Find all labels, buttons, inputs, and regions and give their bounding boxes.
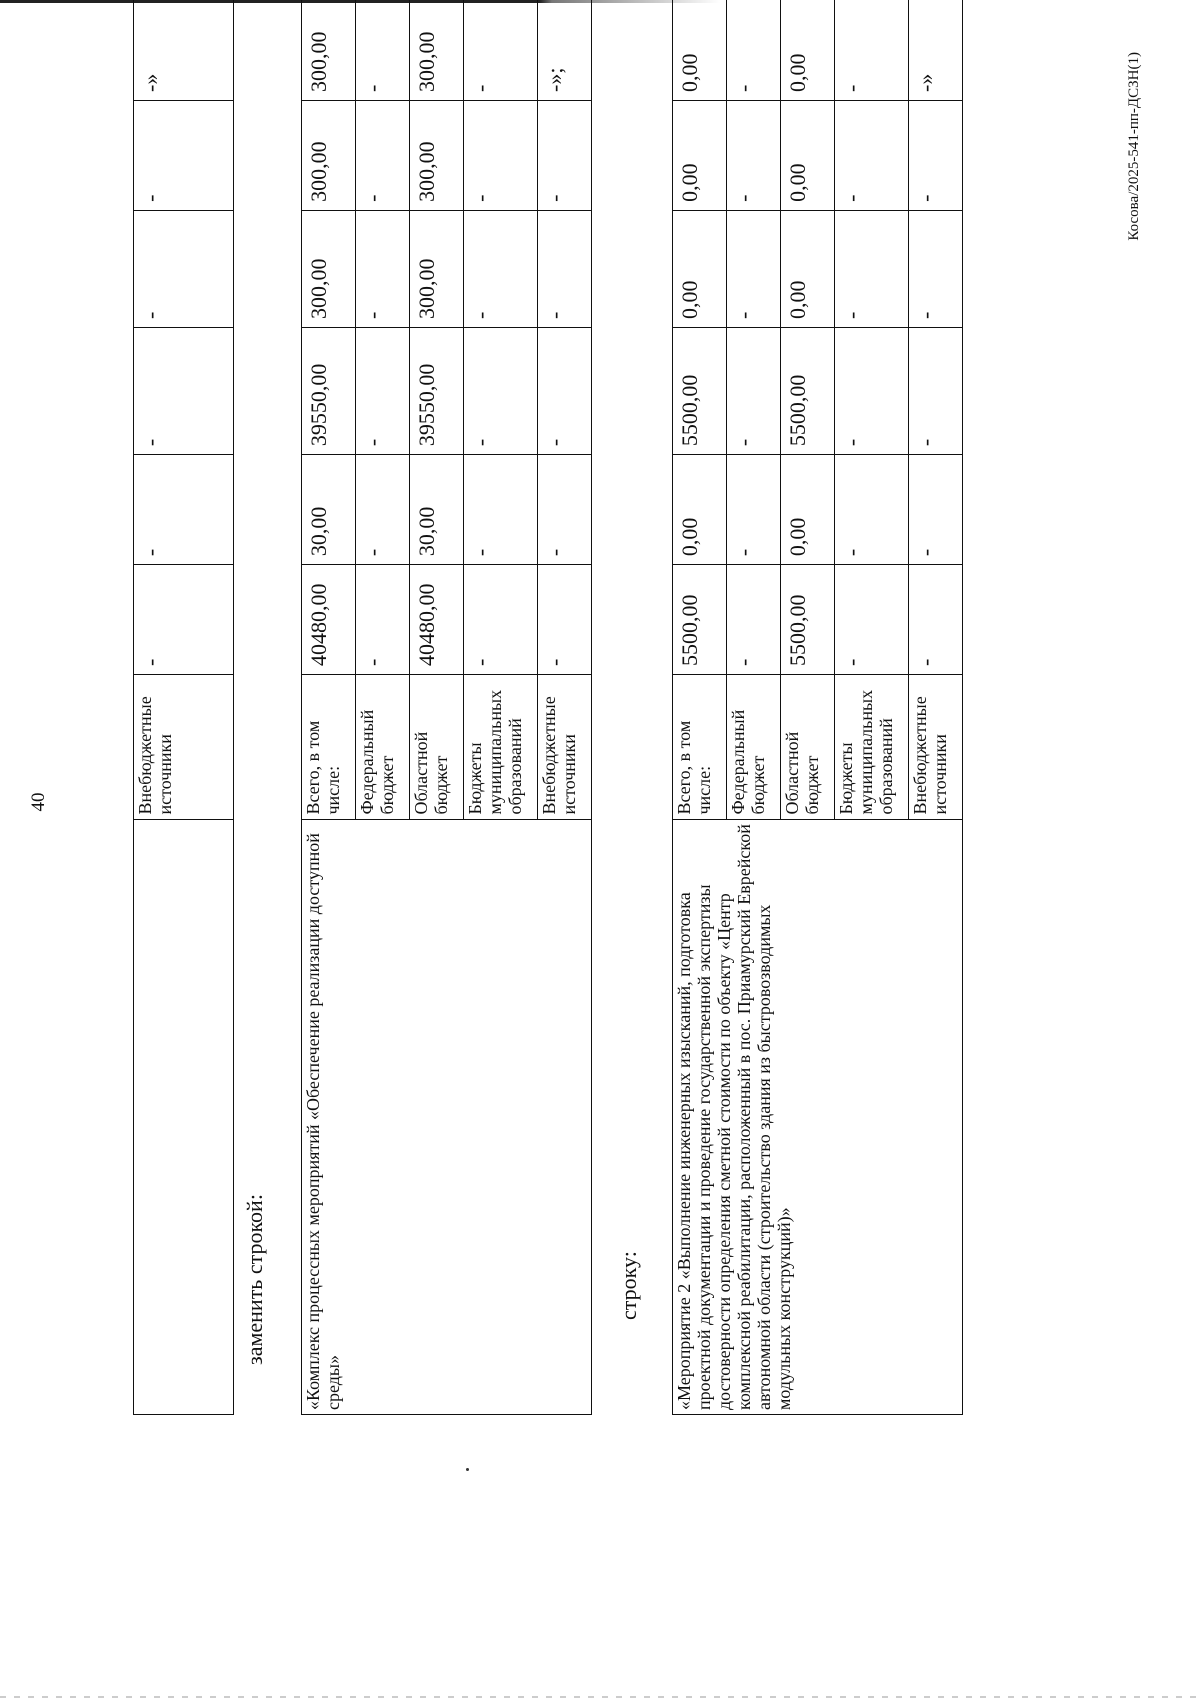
- table1-value: 300,00: [410, 0, 464, 100]
- table1-source: Областной бюджет: [410, 675, 464, 820]
- table2-source: Федеральный бюджет: [727, 675, 781, 820]
- table1-value: -»;: [538, 0, 592, 100]
- table1-value: -: [464, 565, 538, 675]
- table1-value: -: [464, 210, 538, 327]
- table1-value: 300,00: [302, 0, 356, 100]
- table1-name: «Комплекс процессных мероприятий «Обеспечение реализации доступной среды»: [302, 819, 592, 1414]
- table2-source: Внебюджетные источники: [909, 675, 963, 820]
- table2-value: 5500,00: [673, 565, 727, 675]
- table2-source: Областной бюджет: [781, 675, 835, 820]
- table1-value: -: [464, 100, 538, 210]
- page-number: 40: [28, 792, 49, 812]
- table2-value: -: [909, 210, 963, 327]
- table1-value: 39550,00: [410, 327, 464, 454]
- table1-value: 40480,00: [410, 565, 464, 675]
- table1-value: 39550,00: [302, 327, 356, 454]
- table2-value: -: [909, 100, 963, 210]
- table1-value: -: [538, 455, 592, 565]
- table2-value: 0,00: [781, 455, 835, 565]
- table2-value: 5500,00: [781, 565, 835, 675]
- table2-value: 0,00: [673, 100, 727, 210]
- table2-value: -: [727, 565, 781, 675]
- table-process-complex: [301, 0, 592, 1415]
- table1-source: Всего, в том числе:: [302, 675, 356, 820]
- table2-name: «Мероприятие 2 «Выполнение инженерных изысканий, подготовка проектной документации и проведение государственной экспертизы достоверности определения сметной стоимости по объекту «Центр комплексной реабилитации, расположенный в пос. Приамурский Еврейской автономной области (строительство здания из быстровозводимых модульных конструкций)»: [673, 819, 963, 1414]
- table1-value: -: [356, 327, 410, 454]
- table2-value: -: [727, 327, 781, 454]
- table1-value: 40480,00: [302, 565, 356, 675]
- table1-value: -: [538, 100, 592, 210]
- table2-value: -»: [909, 0, 963, 100]
- top-row-value: -: [134, 100, 234, 210]
- table2-value: -: [835, 327, 909, 454]
- top-row-value: -: [134, 565, 234, 675]
- table2-value: -: [835, 0, 909, 100]
- table1-value: 30,00: [302, 455, 356, 565]
- table1-value: -: [464, 327, 538, 454]
- caption-row: строку:: [616, 1251, 641, 1320]
- table2-value: 5500,00: [673, 327, 727, 454]
- table1-value: 300,00: [410, 210, 464, 327]
- table2-value: 0,00: [673, 0, 727, 100]
- top-row-value: -: [134, 455, 234, 565]
- table2-value: -: [909, 565, 963, 675]
- table2-value: -: [727, 455, 781, 565]
- table2-value: -: [835, 100, 909, 210]
- table1-source: Внебюджетные источники: [538, 675, 592, 820]
- table1-value: -: [538, 327, 592, 454]
- table1-value: -: [538, 210, 592, 327]
- top-row-table: [133, 0, 234, 1415]
- table2-value: -: [727, 100, 781, 210]
- table2-value: -: [835, 455, 909, 565]
- table2-value: 0,00: [781, 0, 835, 100]
- table2-source: Бюджеты муниципальных образований: [835, 675, 909, 820]
- table1-value: -: [356, 100, 410, 210]
- table1-value: 300,00: [302, 100, 356, 210]
- caption-replace: заменить строкой:: [242, 1194, 267, 1365]
- table2-source: Всего, в том числе:: [673, 675, 727, 820]
- table1-value: -: [356, 210, 410, 327]
- table2-value: -: [909, 327, 963, 454]
- table2-value: -: [835, 565, 909, 675]
- table1-value: -: [538, 565, 592, 675]
- table2-value: -: [727, 210, 781, 327]
- table1-value: -: [356, 0, 410, 100]
- table1-value: -: [356, 565, 410, 675]
- table1-value: -: [356, 455, 410, 565]
- top-row-value: -: [134, 327, 234, 454]
- table1-value: 300,00: [302, 210, 356, 327]
- table2-value: -: [727, 0, 781, 100]
- table1-value: -: [464, 0, 538, 100]
- table2-value: -: [909, 455, 963, 565]
- top-row-name-cell: [134, 819, 234, 1414]
- table2-value: -: [835, 210, 909, 327]
- table1-value: 300,00: [410, 100, 464, 210]
- table1-value: -: [464, 455, 538, 565]
- table2-value: 0,00: [673, 455, 727, 565]
- top-row-value: -»: [134, 0, 234, 100]
- table2-value: 0,00: [673, 210, 727, 327]
- table-measure-2: [672, 0, 963, 1415]
- table2-value: 5500,00: [781, 327, 835, 454]
- top-row-value: -: [134, 210, 234, 327]
- document-footer-code: Косова/2025-541-пп-ДСЗН(1): [1126, 52, 1142, 241]
- table2-value: 0,00: [781, 210, 835, 327]
- table1-value: 30,00: [410, 455, 464, 565]
- top-row-source: Внебюджетные источники: [134, 675, 234, 820]
- table1-source: Федеральный бюджет: [356, 675, 410, 820]
- table2-value: 0,00: [781, 100, 835, 210]
- table1-source: Бюджеты муниципальных образований: [464, 675, 538, 820]
